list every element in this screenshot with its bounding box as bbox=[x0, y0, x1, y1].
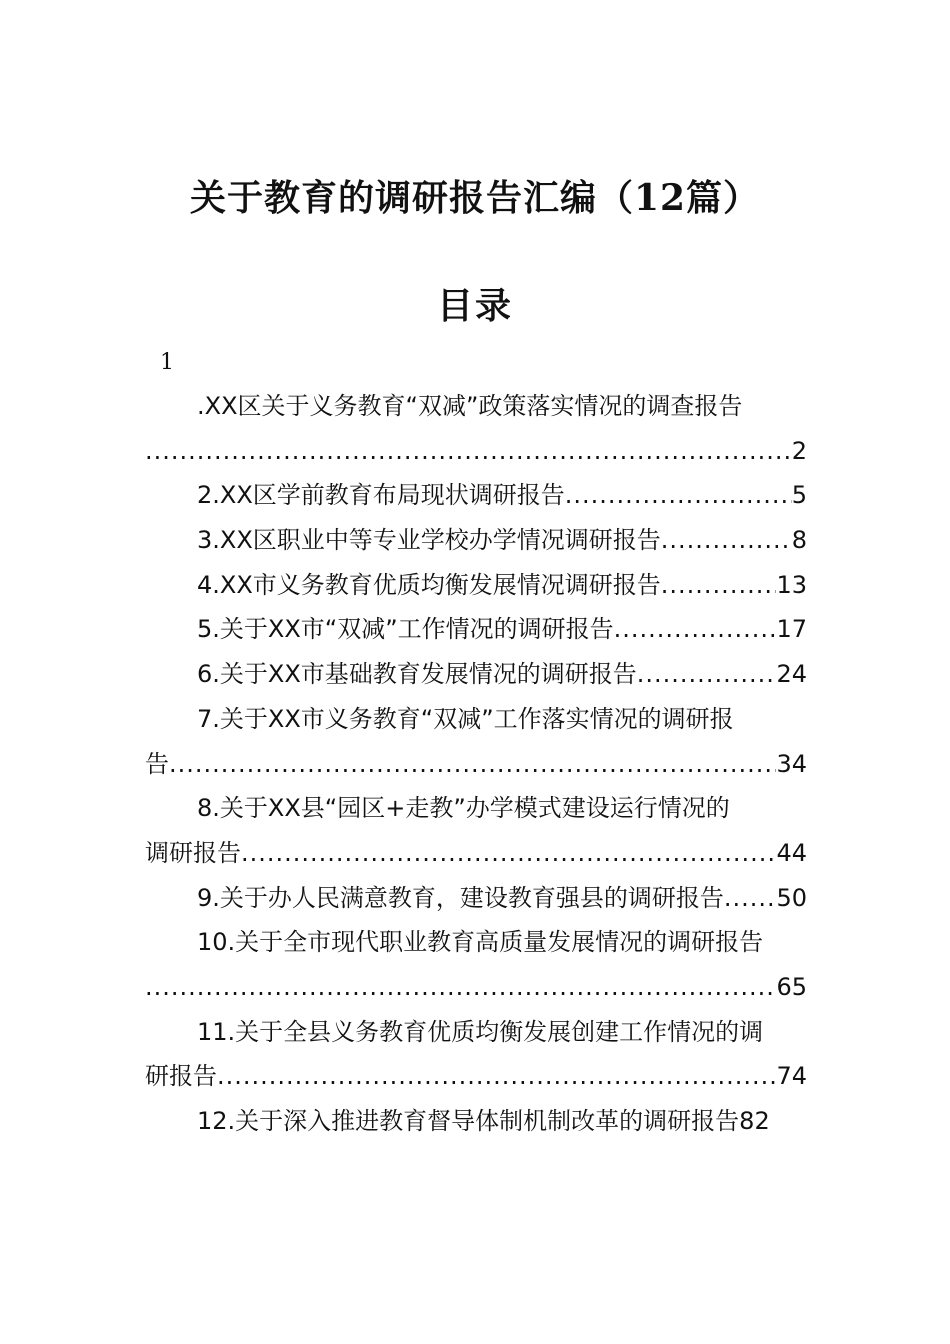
toc-entry-title: 8.关于XX县“园区+走教”办学模式建设运行情况的 bbox=[197, 794, 730, 823]
toc-heading: 目录 bbox=[436, 285, 513, 327]
toc-entry-1[interactable] bbox=[145, 384, 807, 473]
toc-entry-page: 74 bbox=[776, 1062, 807, 1091]
toc-entry-title: 6.关于XX市基础教育发展情况的调研报告 bbox=[197, 660, 637, 689]
toc-entry-title: 10.关于全市现代职业教育高质量发展情况的调研报告 bbox=[197, 928, 764, 957]
toc-leader-dots bbox=[169, 742, 776, 787]
toc-entry-title-continued: 告 bbox=[145, 749, 169, 778]
toc-leader-dots bbox=[217, 1054, 776, 1099]
toc-entry-11[interactable] bbox=[145, 1010, 807, 1099]
table-of-contents bbox=[145, 384, 807, 1144]
toc-entry-page: 34 bbox=[776, 749, 807, 778]
toc-leader-dots bbox=[661, 563, 777, 608]
toc-entry-page: 5 bbox=[791, 481, 807, 510]
toc-entry-title: 2.XX区学前教育布局现状调研报告 bbox=[197, 481, 565, 510]
toc-entry-10[interactable] bbox=[145, 920, 807, 1009]
toc-entry-title: 3.XX区职业中等专业学校办学情况调研报告 bbox=[197, 526, 661, 555]
toc-leader-dots bbox=[614, 607, 777, 652]
toc-entry-4[interactable] bbox=[145, 563, 807, 608]
toc-entry-title-continued: 研报告 bbox=[145, 1062, 217, 1091]
toc-entry-page: 24 bbox=[776, 660, 807, 689]
toc-leader-dots bbox=[661, 518, 792, 563]
toc-entry-page: 2 bbox=[791, 436, 807, 465]
toc-entry-3[interactable] bbox=[145, 518, 807, 563]
toc-leader-dots bbox=[241, 831, 776, 876]
toc-entry-page: 65 bbox=[776, 972, 807, 1001]
toc-entry-page: 44 bbox=[776, 838, 807, 867]
toc-entry-page: 17 bbox=[776, 615, 807, 644]
toc-entry-title-continued: 调研报告 bbox=[145, 838, 241, 867]
toc-entry-title: 9.关于办人民满意教育，建设教育强县的调研报告 bbox=[197, 883, 724, 912]
toc-entry-2[interactable] bbox=[145, 473, 807, 518]
toc-entry-page: 8 bbox=[791, 526, 807, 555]
toc-entry-6[interactable] bbox=[145, 652, 807, 697]
toc-leader-dots bbox=[145, 965, 776, 1010]
toc-leader-dots bbox=[724, 876, 777, 921]
toc-leader-dots bbox=[565, 473, 792, 518]
toc-entry-title: 7.关于XX市义务教育“双减”工作落实情况的调研报 bbox=[197, 704, 734, 733]
toc-entry-7[interactable] bbox=[145, 697, 807, 786]
toc-entry-5[interactable] bbox=[145, 607, 807, 652]
toc-entry-title: .XX区关于义务教育“双减”政策落实情况的调查报告 bbox=[197, 392, 743, 420]
toc-entry-page: 50 bbox=[776, 883, 807, 912]
toc-entry-title: 11.关于全县义务教育优质均衡发展创建工作情况的调 bbox=[197, 1017, 764, 1046]
toc-leader-dots bbox=[145, 429, 792, 474]
toc-entry-12[interactable] bbox=[145, 1099, 807, 1144]
toc-entry-title: 12.关于深入推进教育督导体制机制改革的调研报告 bbox=[197, 1107, 740, 1135]
toc-entry-title: 5.关于XX市“双减”工作情况的调研报告 bbox=[197, 615, 614, 644]
toc-entry-page: 13 bbox=[776, 570, 807, 599]
stray-entry-number: 1 bbox=[160, 350, 174, 375]
toc-entry-8[interactable] bbox=[145, 786, 807, 875]
toc-leader-dots bbox=[637, 652, 777, 697]
toc-entry-9[interactable] bbox=[145, 876, 807, 921]
toc-entry-title: 4.XX市义务教育优质均衡发展情况调研报告 bbox=[197, 570, 661, 599]
toc-entry-page: 82 bbox=[739, 1107, 770, 1135]
document-title: 关于教育的调研报告汇编（12篇） bbox=[189, 177, 761, 219]
